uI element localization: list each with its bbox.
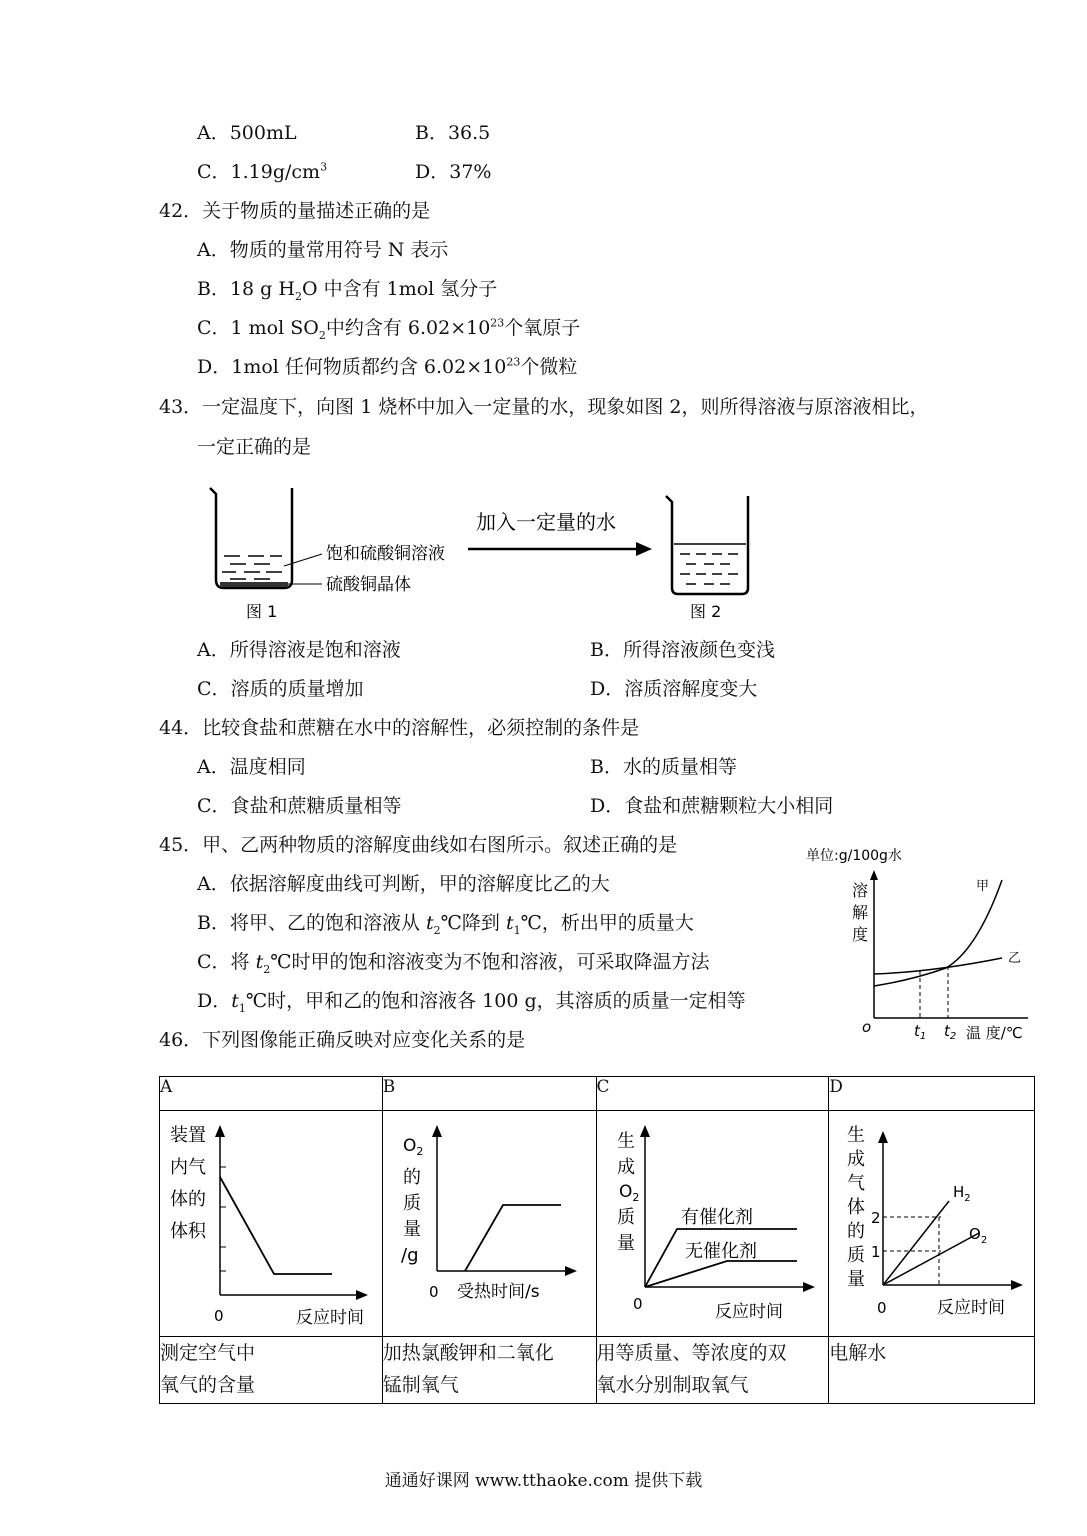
header-d: D <box>829 1077 1035 1111</box>
caption-d: 电解水 <box>829 1337 1035 1404</box>
svg-text:0: 0 <box>877 1299 887 1317</box>
svg-text:体: 体 <box>847 1197 866 1218</box>
svg-text:体积: 体积 <box>170 1221 206 1242</box>
svg-text:质: 质 <box>847 1245 866 1266</box>
svg-text:溶: 溶 <box>852 881 869 900</box>
q45-option-c: C．将 $t_2℃$时甲的饱和溶液变为不饱和溶液，可采取降温方法 <box>197 951 710 976</box>
q41-option-a: A．500mL <box>197 122 297 144</box>
graph-cell-b <box>382 1111 596 1337</box>
svg-text:量: 量 <box>847 1269 866 1290</box>
graph-d <box>829 1111 1033 1331</box>
q45-stem: 45．甲、乙两种物质的溶解度曲线如右图所示。叙述正确的是 <box>159 834 678 856</box>
q42-option-b: B．18 g $H_2O$ 中含有 1mol 氢分子 <box>197 278 498 303</box>
svg-text:2: 2 <box>871 1209 881 1227</box>
q43-option-b: B．所得溶液颜色变浅 <box>590 639 775 661</box>
svg-text:0: 0 <box>428 1283 439 1301</box>
svg-text:有催化剂: 有催化剂 <box>680 1207 753 1228</box>
q42-stem: 42．关于物质的量描述正确的是 <box>159 200 431 222</box>
svg-text:O2: $O_2$ <box>618 1182 639 1204</box>
svg-text:/g: /g <box>400 1245 419 1266</box>
svg-text:t1: $t_1$ <box>914 1022 927 1042</box>
graph-b <box>383 1111 595 1331</box>
svg-text:的: 的 <box>402 1167 421 1188</box>
q43-option-d: D．溶质溶解度变大 <box>590 678 758 700</box>
page-footer: 通通好课网 www.tthaoke.com 提供下载 <box>384 1471 703 1491</box>
q46-option-table <box>159 1076 1035 1404</box>
graph-cell-d <box>829 1111 1035 1337</box>
fig2-caption: 图 2 <box>690 602 722 621</box>
fig1-caption: 图 1 <box>246 602 278 621</box>
svg-text:装置: 装置 <box>170 1125 206 1146</box>
caption-c: 用等质量、等浓度的双 氧水分别制取氧气 <box>596 1337 829 1404</box>
header-c: C <box>596 1077 829 1111</box>
q43-option-a: A．所得溶液是饱和溶液 <box>197 639 401 661</box>
q46-stem: 46．下列图像能正确反映对应变化关系的是 <box>159 1029 526 1051</box>
label-crystal: 硫酸铜晶体 <box>326 575 411 595</box>
svg-text:质: 质 <box>616 1207 635 1228</box>
svg-text:体的: 体的 <box>170 1189 206 1210</box>
q45-option-a: A．依据溶解度曲线可判断，甲的溶解度比乙的大 <box>197 873 610 895</box>
svg-text:量: 量 <box>402 1219 421 1240</box>
label-saturated-solution: 饱和硫酸铜溶液 <box>326 544 445 564</box>
svg-text:1: 1 <box>871 1243 881 1261</box>
svg-text:无催化剂: 无催化剂 <box>684 1241 757 1262</box>
q44-option-a: A．温度相同 <box>197 756 306 778</box>
svg-text:甲: 甲 <box>976 879 990 894</box>
q42-option-a: A．物质的量常用符号 N 表示 <box>197 239 449 261</box>
q44-option-d: D．食盐和蔗糖颗粒大小相同 <box>590 795 834 817</box>
graph-cell-a <box>160 1111 383 1337</box>
graph-cell-c <box>596 1111 829 1337</box>
q43-stem-line1: 43．一定温度下，向图 1 烧杯中加入一定量的水，现象如图 2，则所得溶液与原溶液相比， <box>159 396 929 418</box>
svg-text:生: 生 <box>847 1125 866 1146</box>
svg-text:反应时间: 反应时间 <box>714 1302 783 1322</box>
q41-option-c: C．$1.19g/cm^3$ <box>197 160 328 183</box>
svg-text:气: 气 <box>847 1173 866 1194</box>
q43-option-c: C．溶质的质量增加 <box>197 678 364 700</box>
q44-option-b: B．水的质量相等 <box>590 756 737 778</box>
svg-text:反应时间: 反应时间 <box>296 1308 364 1328</box>
q45-solubility-graph <box>802 840 1042 1050</box>
q43-stem-line2: 一定正确的是 <box>197 436 312 458</box>
q43-beaker-figure <box>200 480 770 625</box>
svg-text:t2: $t_2$ <box>944 1022 957 1042</box>
caption-b: 加热氯酸钾和二氧化 锰制氧气 <box>382 1337 596 1404</box>
q42-option-c: C．1 mol $SO_2$中约含有 $6.02\times 10^{23}$个氧原子 <box>197 316 581 342</box>
graph-c <box>597 1111 828 1331</box>
svg-text:o: o <box>862 1018 872 1036</box>
svg-text:生: 生 <box>616 1131 635 1152</box>
curve-jia <box>874 880 1002 986</box>
svg-text:温 度/℃: 温 度/℃ <box>966 1024 1023 1042</box>
svg-text:成: 成 <box>847 1149 866 1170</box>
caption-a: 测定空气中 氧气的含量 <box>160 1337 383 1404</box>
q41-option-b: B．36.5 <box>415 122 491 144</box>
graph-unit: 单位:g/100g水 <box>806 848 902 864</box>
curve-yi <box>874 958 1002 974</box>
q44-option-c: C．食盐和蔗糖质量相等 <box>197 795 402 817</box>
svg-text:量: 量 <box>616 1233 635 1254</box>
arrow-label: 加入一定量的水 <box>476 510 616 534</box>
svg-text:成: 成 <box>616 1157 635 1178</box>
svg-text:内气: 内气 <box>170 1157 206 1178</box>
svg-text:度: 度 <box>852 925 869 944</box>
svg-text:乙: 乙 <box>1008 951 1022 966</box>
arrow-right-icon <box>636 542 652 556</box>
q45-option-d: D．$t_1℃$时，甲和乙的饱和溶液各 100 g，其溶质的质量一定相等 <box>197 990 746 1015</box>
svg-text:H2: $H_2$ <box>953 1183 971 1204</box>
svg-text:受热时间/s: 受热时间/s <box>456 1282 540 1302</box>
q42-option-d: D．1mol 任何物质都约含 $6.02\times 10^{23}$个微粒 <box>197 355 578 378</box>
svg-text:解: 解 <box>852 903 869 922</box>
q44-stem: 44．比较食盐和蔗糖在水中的溶解性，必须控制的条件是 <box>159 717 640 739</box>
graph-a <box>160 1111 381 1331</box>
svg-text:质: 质 <box>402 1193 421 1214</box>
svg-text:反应时间: 反应时间 <box>937 1298 1006 1318</box>
svg-text:的: 的 <box>847 1221 866 1242</box>
header-b: B <box>382 1077 596 1111</box>
svg-text:O2: $O_2$ <box>402 1136 424 1158</box>
svg-text:0: 0 <box>632 1295 643 1313</box>
q45-option-b: B．将甲、乙的饱和溶液从 $t_2℃$降到 $t_1℃$，析出甲的质量大 <box>197 912 694 937</box>
svg-text:O2: $O_2$ <box>969 1225 988 1246</box>
header-a: A <box>160 1077 383 1111</box>
svg-text:0: 0 <box>214 1307 224 1325</box>
q41-option-d: D．37% <box>415 161 492 183</box>
